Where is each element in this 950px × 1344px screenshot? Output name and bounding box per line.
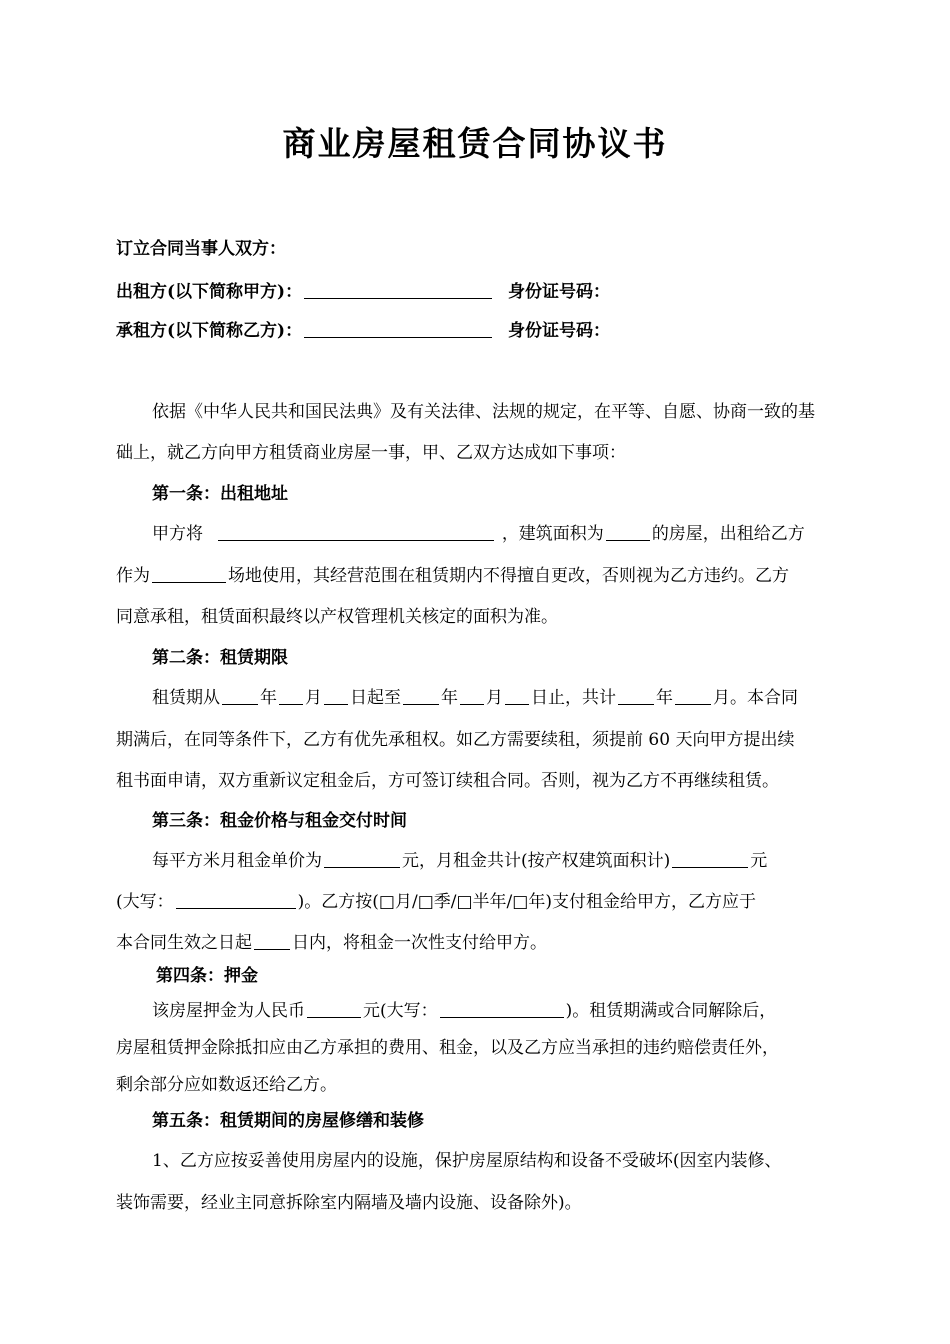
end-year-blank[interactable] (403, 688, 439, 705)
article-4-line-1: 该房屋押金为人民币 元(大写： )。租赁期满或合同解除后， (152, 1001, 777, 1021)
lessee-name-blank[interactable] (304, 321, 492, 338)
lessor-line (116, 277, 610, 302)
article-1-line-1: 甲方将 ，建筑面积为 的房屋，出租给乙方 (152, 524, 805, 544)
monthly-rent-blank[interactable] (672, 851, 748, 868)
preamble-line-1: 依据《中华人民共和国民法典》及有关法律、法规的规定，在平等、自愿、协商一致的基 (152, 402, 815, 422)
unit-rent-blank[interactable] (324, 851, 400, 868)
article-5-line-1: 1、乙方应按妥善使用房屋内的设施，保护房屋原结构和设备不受破坏(因室内装修、 (152, 1151, 782, 1171)
article-4-line-3: 剩余部分应如数返还给乙方。 (116, 1075, 337, 1095)
article-2-heading: 第二条：租赁期限 (152, 648, 288, 668)
article-2-line-3: 租书面申请，双方重新议定租金后，方可签订续租合同。否则，视为乙方不再继续租赁。 (116, 771, 779, 791)
document-title: 商业房屋租赁合同协议书 (282, 124, 668, 163)
lessee-line (116, 316, 610, 341)
lessee-label: 承租方(以下简称乙方)： (116, 321, 303, 341)
article-4-heading: 第四条：押金 (156, 966, 258, 986)
lessor-name-blank[interactable] (304, 282, 492, 299)
parties-header: 订立合同当事人双方： (116, 239, 286, 259)
total-months-blank[interactable] (675, 688, 711, 705)
start-year-blank[interactable] (222, 688, 258, 705)
preamble-line-2: 础上，就乙方向甲方租赁商业房屋一事，甲、乙双方达成如下事项： (116, 443, 626, 463)
article-5-line-2: 装饰需要，经业主同意拆除室内隔墙及墙内设施、设备除外)。 (116, 1193, 582, 1213)
total-years-blank[interactable] (618, 688, 654, 705)
article-1-line-2: 作为 场地使用，其经营范围在租赁期内不得擅自更改，否则视为乙方违约。乙方 (116, 566, 789, 586)
start-day-blank[interactable] (324, 688, 348, 705)
article-2-line-1: 租赁期从 年 月 日起至 年 月 日止，共计 年 月。本合同 (152, 688, 798, 708)
article-3-line-1: 每平方米月租金单价为 元，月租金共计(按产权建筑面积计) 元 (152, 851, 768, 871)
lessor-id-label: 身份证号码： (508, 282, 611, 302)
article-5-heading: 第五条：租赁期间的房屋修缮和装修 (152, 1111, 424, 1131)
rent-capital-blank[interactable] (176, 892, 296, 909)
address-blank[interactable] (218, 524, 494, 541)
article-3-line-3: 本合同生效之日起 日内，将租金一次性支付给甲方。 (116, 933, 547, 953)
article-3-line-2: (大写： )。乙方按(□月/□季/□半年/□年)支付租金给甲方，乙方应于 (116, 892, 756, 912)
deposit-amount-blank[interactable] (307, 1001, 361, 1018)
article-1-heading: 第一条：出租地址 (152, 484, 288, 504)
payment-days-blank[interactable] (254, 933, 290, 950)
start-month-blank[interactable] (279, 688, 303, 705)
deposit-capital-blank[interactable] (440, 1001, 564, 1018)
usage-blank[interactable] (152, 566, 226, 583)
area-blank[interactable] (606, 524, 650, 541)
article-1-line-3: 同意承租，租赁面积最终以产权管理机关核定的面积为准。 (116, 607, 558, 627)
lessor-label: 出租方(以下简称甲方)： (116, 282, 303, 302)
end-day-blank[interactable] (505, 688, 529, 705)
article-3-heading: 第三条：租金价格与租金交付时间 (152, 811, 407, 831)
end-month-blank[interactable] (460, 688, 484, 705)
article-4-line-2: 房屋租赁押金除抵扣应由乙方承担的费用、租金，以及乙方应当承担的违约赔偿责任外， (116, 1038, 779, 1058)
lessee-id-label: 身份证号码： (508, 321, 611, 341)
article-2-line-2: 期满后，在同等条件下，乙方有优先承租权。如乙方需要续租，须提前 60 天向甲方提出续 (116, 730, 795, 750)
